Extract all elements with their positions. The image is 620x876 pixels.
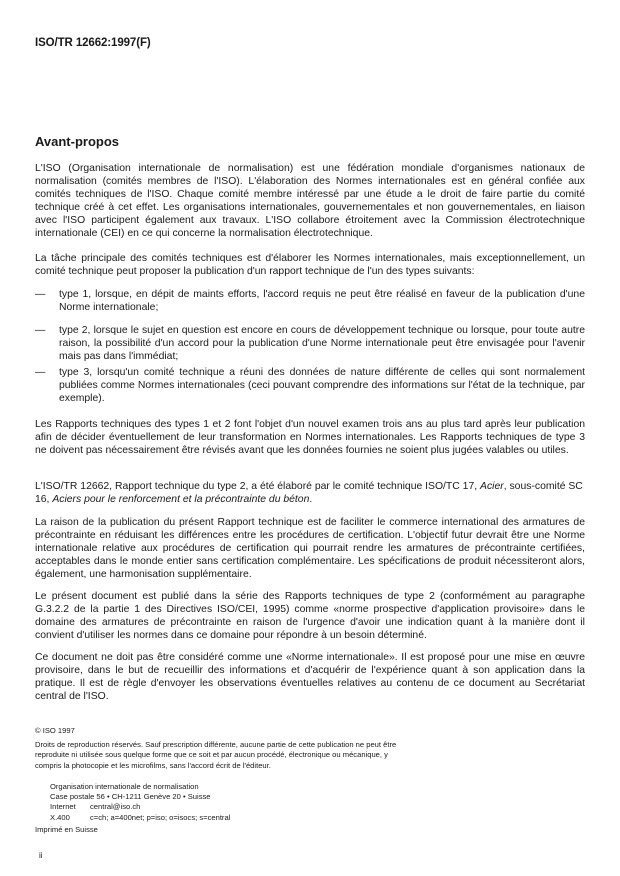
section-title: Avant-propos xyxy=(35,134,120,149)
x400-label: X.400 xyxy=(50,812,70,822)
publisher-address xyxy=(50,782,230,823)
foreword-paragraph-status: Ce document ne doit pas être considéré comme une «Norme internationale». Il est proposé pour une mise en œuvre provisoire, dans le but de recueillir des informations et d'acquérir de l'expérience quant à son application dans la pratique. Il est de règle d'envoyer les observations éventuelles relatives au contenu de ce document au Secrétariat central de l'ISO. xyxy=(35,652,585,703)
rights-statement: Droits de reproduction réservés. Sauf prescription différente, aucune partie de cette publication ne peut être reproduite ni utilisée sous quelque forme que ce soit et par aucun procédé, électronique ou mécanique, y compris la photocopie et les microfilms, sans l'accord écrit de l'éditeur. xyxy=(35,740,397,770)
organisation-name: Organisation internationale de normalisation xyxy=(50,782,199,791)
technical-committee-name: Acier xyxy=(480,481,504,492)
credit-text: , sous-comité SC 16, xyxy=(35,481,583,506)
foreword-paragraph-publication-series: Le présent document est publié dans la série des Rapports techniques de type 2 (conformément au paragraphe G.3.2.2 de la partie 1 des Directives ISO/CEI, 1995) comme «norme prospective d'application provisoire» dans le domaine des armatures de précontrainte en raison de l'urgence d'avoir une indication quant à la manière dont il convient d'utiliser les normes dans ce domaine pour répondre à un besoin déterminé. xyxy=(35,591,585,642)
foreword-paragraph-iso-intro: L'ISO (Organisation internationale de normalisation) est une fédération mondiale d'organismes nationaux de normalisation (comités membres de l'ISO). L'élaboration des Normes internationales est en général confiée aux comités techniques de l'ISO. Chaque comité membre intéressé par une étude a le droit de faire partie du comité technique créé à cet effet. Les organisations internationales, gouvernementales et non gouvernementales, en liaison avec l'ISO participent également aux travaux. L'ISO collabore étroitement avec la Commission électrotechnique internationale (CEI) en ce qui concerne la normalisation électrotechnique. xyxy=(35,163,585,240)
foreword-paragraph-committee-credit xyxy=(35,480,585,506)
subcommittee-name: Aciers pour le renforcement et la précontrainte du béton xyxy=(52,494,310,506)
x400-contact xyxy=(50,813,230,823)
internet-contact xyxy=(50,802,230,812)
foreword-paragraph-review: Les Rapports techniques des types 1 et 2 font l'objet d'un nouvel examen trois ans au plus tard après leur publication afin de décider éventuellement de leur transformation en Normes internationales. Les Rapports techniques de type 3 ne doivent pas nécessairement être révisés avant que les données fournies ne soient plus jugées valables ou utiles. xyxy=(35,419,585,457)
bullet-dash: — xyxy=(35,289,46,300)
copyright-notice: © ISO 1997 xyxy=(35,726,75,735)
credit-text: . xyxy=(309,494,313,506)
internet-label: Internet xyxy=(50,802,76,812)
list-item-type-2 xyxy=(35,324,585,363)
bullet-dash: — xyxy=(35,325,46,336)
document-identifier: ISO/TR 12662:1997(F) xyxy=(35,37,151,49)
postal-address: Case postale 56 • CH-1211 Genève 20 • Suisse xyxy=(50,792,211,802)
list-item-type-1 xyxy=(35,288,585,314)
list-item-type-3 xyxy=(35,366,585,405)
printed-in-notice: Imprimé en Suisse xyxy=(35,825,98,834)
list-item-text: type 3, lorsqu'un comité technique a réuni des données de nature différente de celles qui sont normalement publiées comme Normes internationales (ceci pouvant comprendre des informations sur l'état de la technique, par exemple). xyxy=(59,367,585,405)
foreword-paragraph-committee-task: La tâche principale des comités techniques est d'élaborer les Normes internationales, mais exceptionnellement, un comité technique peut proposer la publication d'un rapport technique de l'un des types suivants: xyxy=(35,253,585,278)
credit-text: L'ISO/TR 12662, Rapport technique du type 2, a été élaboré par le comité technique ISO/TC 17, xyxy=(35,481,481,492)
x400-address: c=ch; a=400net; p=iso; o=isocs; s=central xyxy=(90,812,231,822)
list-item-text: type 1, lorsque, en dépit de maints efforts, l'accord requis ne peut être réalisé en faveur de la publication d'une Norme internationale; xyxy=(59,289,585,314)
foreword-paragraph-purpose: La raison de la publication du présent Rapport technique est de faciliter le commerce international des armatures de précontrainte en réduisant les différences entre les procédures de certification. L'objectif futur devrait être une Norme internationale relative aux procédures de certification qui pourrait rendre les armatures de précontrainte certifiées, acceptables dans le monde entier sans certification complémentaire. Les spécifications de produit nécessiteront alors, également, une harmonisation supplémentaire. xyxy=(35,517,585,581)
bullet-dash: — xyxy=(35,367,46,378)
internet-email: central@iso.ch xyxy=(90,802,141,812)
page-number: ii xyxy=(39,851,43,860)
list-item-text: type 2, lorsque le sujet en question est encore en cours de développement technique ou lorsque, pour toute autre raison, la possibilité d'un accord pour la publication d'une Norme internationale peut être envisagée pour l'avenir mais pas dans l'immédiat; xyxy=(59,325,585,363)
